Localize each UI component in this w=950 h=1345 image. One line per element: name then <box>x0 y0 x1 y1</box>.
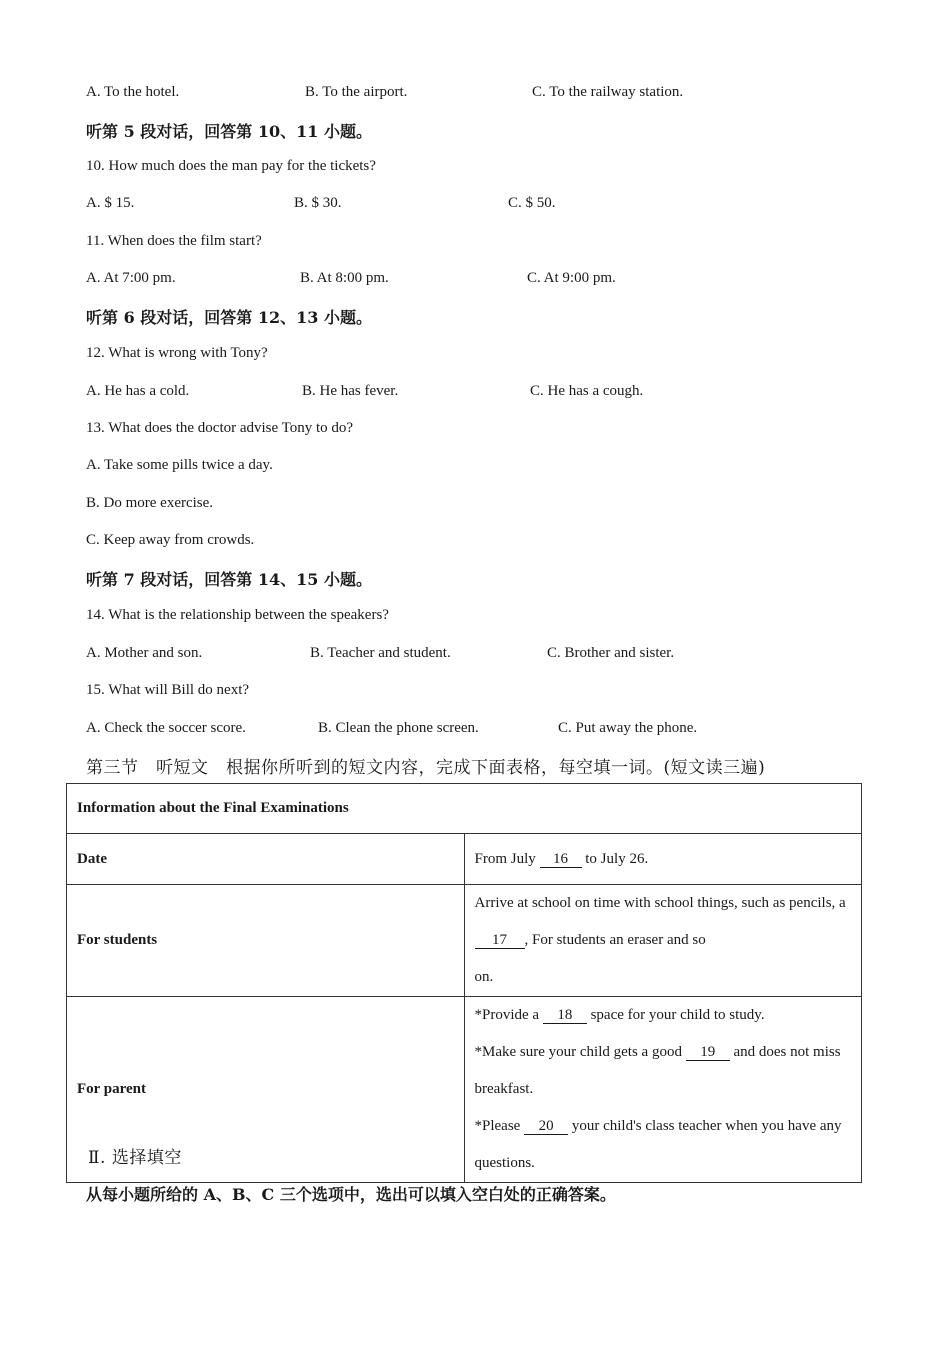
students-text-pre: Arrive at school on time with school things, such as pencils, a <box>474 895 846 911</box>
q11-option-a: A. At 7:00 pm. <box>86 270 176 286</box>
exam-info-table <box>66 783 862 1183</box>
q14-option-a: A. Mother and son. <box>86 645 203 661</box>
q14-option-b: B. Teacher and student. <box>310 645 451 661</box>
blank-16: 16 <box>540 852 582 868</box>
q10-question: 10. How much does the man pay for the tickets? <box>86 158 376 174</box>
parent-line1-pre: *Provide a <box>474 1007 540 1023</box>
parent-line2-pre: *Make sure your child gets a good <box>474 1044 682 1060</box>
q9-option-b: B. To the airport. <box>305 84 408 100</box>
blank-17: 17 <box>475 933 525 949</box>
table-row-students <box>67 885 862 997</box>
parent-cell <box>464 997 862 1183</box>
q15-option-a: A. Check the soccer score. <box>86 720 246 736</box>
parent-label: For parent <box>67 997 465 1183</box>
q11-option-b: B. At 8:00 pm. <box>300 270 389 286</box>
part3-header: 第三节 听短文 根据你所听到的短文内容，完成下面表格，每空填一词。(短文读三遍) <box>86 758 766 778</box>
q10-option-b: B. $ 30. <box>294 195 342 211</box>
part2-title: Ⅱ. 选择填空 <box>88 1148 182 1168</box>
parent-line3-pre: *Please <box>474 1118 521 1134</box>
students-text-post: , For students an eraser and so <box>524 932 706 948</box>
section7-header: 听第 7 段对话，回答第 14、15 小题。 <box>86 570 372 589</box>
parent-line2-post: and does not miss breakfast. <box>474 1044 841 1097</box>
section6-header: 听第 6 段对话，回答第 12、13 小题。 <box>86 308 372 327</box>
q13-question: 13. What does the doctor advise Tony to do? <box>86 420 354 436</box>
section5-header: 听第 5 段对话，回答第 10、11 小题。 <box>86 122 372 141</box>
q15-question: 15. What will Bill do next? <box>86 682 250 698</box>
q15-option-b: B. Clean the phone screen. <box>318 720 479 736</box>
students-label: For students <box>67 885 465 997</box>
blank-19: 19 <box>686 1045 730 1061</box>
q13-option-a: A. Take some pills twice a day. <box>86 457 273 473</box>
q9-option-a: A. To the hotel. <box>86 84 180 100</box>
q14-question: 14. What is the relationship between the speakers? <box>86 607 389 623</box>
q13-option-c: C. Keep away from crowds. <box>86 532 255 548</box>
parent-line3-post: your child's class teacher when you have any questions. <box>474 1118 842 1171</box>
q9-option-c: C. To the railway station. <box>532 84 684 100</box>
q12-option-c: C. He has a cough. <box>530 383 644 399</box>
date-text-post: to July 26. <box>585 850 649 867</box>
parent-line1-post: space for your child to study. <box>590 1007 765 1023</box>
q13-option-b: B. Do more exercise. <box>86 495 214 511</box>
students-cell <box>464 885 862 997</box>
date-text-pre: From July <box>474 850 536 867</box>
q11-question: 11. When does the film start? <box>86 233 262 249</box>
table-row-date <box>67 834 862 885</box>
blank-18: 18 <box>543 1008 587 1024</box>
table-title: Information about the Final Examinations <box>67 784 862 834</box>
q14-option-c: C. Brother and sister. <box>547 645 675 661</box>
date-label: Date <box>67 834 465 885</box>
q12-question: 12. What is wrong with Tony? <box>86 345 268 361</box>
table-row-parent <box>67 997 862 1183</box>
q15-option-c: C. Put away the phone. <box>558 720 698 736</box>
q11-option-c: C. At 9:00 pm. <box>527 270 616 286</box>
q10-option-c: C. $ 50. <box>508 195 556 211</box>
q12-option-b: B. He has fever. <box>302 383 399 399</box>
part2-instruction: 从每小题所给的 A、B、C 三个选项中，选出可以填入空白处的正确答案。 <box>86 1185 616 1204</box>
students-text-line2: on. <box>474 969 494 985</box>
q10-option-a: A. $ 15. <box>86 195 135 211</box>
q12-option-a: A. He has a cold. <box>86 383 190 399</box>
blank-20: 20 <box>524 1119 568 1135</box>
date-cell <box>464 834 862 885</box>
